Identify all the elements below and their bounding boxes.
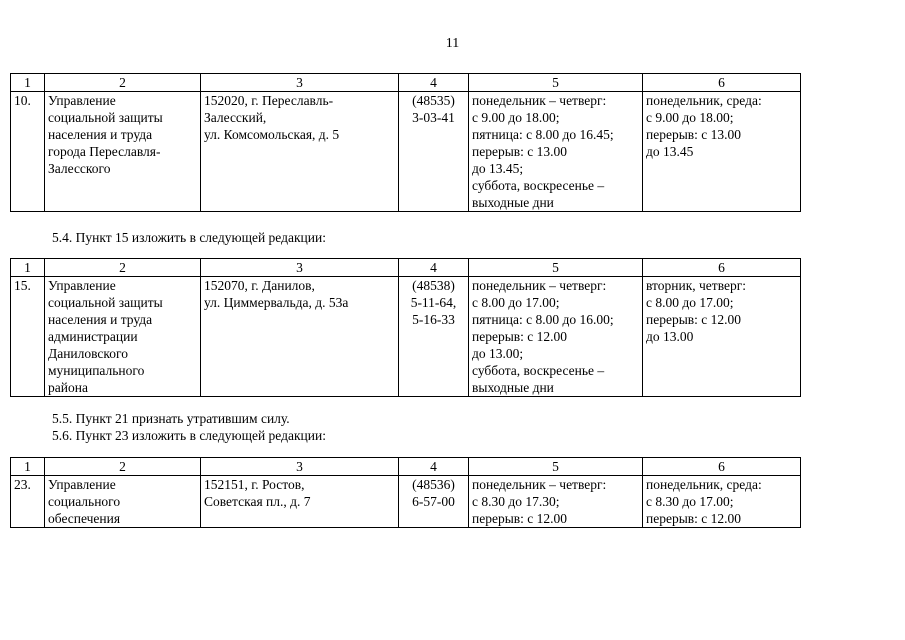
phone-cell <box>399 92 469 212</box>
header-col-5: 5 <box>469 458 643 476</box>
cell-line: до 13.00 <box>646 329 694 344</box>
header-col-6: 6 <box>643 74 801 92</box>
phone-cell <box>399 277 469 397</box>
cell-line: населения и труда <box>48 312 153 327</box>
cell-line: понедельник – четверг: <box>472 93 607 108</box>
reception-cell <box>643 476 801 528</box>
organization-cell <box>45 476 201 528</box>
cell-line: до 13.00; <box>472 346 524 361</box>
cell-line: 5-16-33 <box>412 312 455 327</box>
page-number: 11 <box>445 36 460 51</box>
cell-line: Залесский, <box>204 110 267 125</box>
cell-line: перерыв: с 13.00 <box>472 144 568 159</box>
cell-line: перерыв: с 12.00 <box>472 329 568 344</box>
table-header-row <box>11 74 801 92</box>
cell-line: Управление <box>48 278 116 293</box>
table-header-row <box>11 458 801 476</box>
cell-line: до 13.45; <box>472 161 524 176</box>
header-col-5: 5 <box>469 74 643 92</box>
address-cell <box>201 476 399 528</box>
cell-line: 152151, г. Ростов, <box>204 477 305 492</box>
cell-line: муниципального <box>48 363 145 378</box>
cell-line: (48535) <box>412 93 455 108</box>
cell-line: города Переславля- <box>48 144 161 159</box>
cell-line: пятница: с 8.00 до 16.00; <box>472 312 614 327</box>
cell-line: пятница: с 8.00 до 16.45; <box>472 127 614 142</box>
cell-line: перерыв: с 13.00 <box>646 127 742 142</box>
schedule-cell <box>469 476 643 528</box>
address-cell <box>201 277 399 397</box>
header-col-2: 2 <box>45 259 201 277</box>
cell-line: суббота, воскресенье – <box>472 178 605 193</box>
header-col-4: 4 <box>399 259 469 277</box>
schedule-cell <box>469 277 643 397</box>
paragraph-5-5: 5.5. Пункт 21 признать утратившим силу. <box>52 411 290 426</box>
header-col-1: 1 <box>11 74 45 92</box>
reception-cell <box>643 277 801 397</box>
cell-line: Даниловского <box>48 346 128 361</box>
phone-cell <box>399 476 469 528</box>
cell-line: 152020, г. Переславль- <box>204 93 334 108</box>
cell-line: администрации <box>48 329 138 344</box>
cell-line: Управление <box>48 93 116 108</box>
header-col-4: 4 <box>399 458 469 476</box>
cell-line: с 9.00 до 18.00; <box>646 110 734 125</box>
cell-line: района <box>48 380 88 395</box>
institution-table-1 <box>10 73 801 212</box>
cell-line: вторник, четверг: <box>646 278 747 293</box>
cell-line: 152070, г. Данилов, <box>204 278 315 293</box>
cell-line: понедельник, среда: <box>646 93 762 108</box>
cell-line: с 8.30 до 17.00; <box>646 494 734 509</box>
header-col-1: 1 <box>11 259 45 277</box>
header-col-3: 3 <box>201 458 399 476</box>
cell-line: 5-11-64, <box>410 295 457 310</box>
cell-line: обеспечения <box>48 511 121 526</box>
header-col-3: 3 <box>201 74 399 92</box>
header-col-3: 3 <box>201 259 399 277</box>
cell-line: населения и труда <box>48 127 153 142</box>
cell-line: понедельник – четверг: <box>472 477 607 492</box>
cell-line: с 8.00 до 17.00; <box>646 295 734 310</box>
paragraph-5-6: 5.6. Пункт 23 изложить в следующей редакции: <box>52 428 326 443</box>
cell-line: (48538) <box>412 278 455 293</box>
address-cell <box>201 92 399 212</box>
row-number: 10. <box>11 92 45 212</box>
header-col-4: 4 <box>399 74 469 92</box>
header-col-2: 2 <box>45 458 201 476</box>
schedule-cell <box>469 92 643 212</box>
cell-line: 6-57-00 <box>412 494 455 509</box>
row-number: 15. <box>11 277 45 397</box>
cell-line: социальной защиты <box>48 295 163 310</box>
cell-line: социального <box>48 494 121 509</box>
table-header-row <box>11 259 801 277</box>
paragraph-5-4: 5.4. Пункт 15 изложить в следующей редакции: <box>52 230 326 245</box>
row-number: 23. <box>11 476 45 528</box>
table-row <box>11 476 801 528</box>
cell-line: ул. Комсомольская, д. 5 <box>204 127 340 142</box>
header-col-2: 2 <box>45 74 201 92</box>
cell-line: перерыв: с 12.00 <box>646 511 742 526</box>
cell-line: (48536) <box>412 477 455 492</box>
cell-line: социальной защиты <box>48 110 163 125</box>
cell-line: перерыв: с 12.00 <box>646 312 742 327</box>
cell-line: перерыв: с 12.00 <box>472 511 568 526</box>
header-col-6: 6 <box>643 259 801 277</box>
cell-line: ул. Циммервальда, д. 53а <box>204 295 349 310</box>
cell-line: понедельник – четверг: <box>472 278 607 293</box>
cell-line: выходные дни <box>472 195 554 210</box>
table-row <box>11 92 801 212</box>
institution-table-3 <box>10 457 801 528</box>
cell-line: суббота, воскресенье – <box>472 363 605 378</box>
organization-cell <box>45 92 201 212</box>
cell-line: с 8.30 до 17.30; <box>472 494 560 509</box>
cell-line: Залесского <box>48 161 111 176</box>
cell-line: выходные дни <box>472 380 554 395</box>
header-col-6: 6 <box>643 458 801 476</box>
header-col-1: 1 <box>11 458 45 476</box>
organization-cell <box>45 277 201 397</box>
cell-line: 3-03-41 <box>412 110 455 125</box>
cell-line: понедельник, среда: <box>646 477 762 492</box>
cell-line: с 8.00 до 17.00; <box>472 295 560 310</box>
table-row <box>11 277 801 397</box>
header-col-5: 5 <box>469 259 643 277</box>
cell-line: до 13.45 <box>646 144 694 159</box>
institution-table-2 <box>10 258 801 397</box>
cell-line: Управление <box>48 477 116 492</box>
reception-cell <box>643 92 801 212</box>
cell-line: с 9.00 до 18.00; <box>472 110 560 125</box>
cell-line: Советская пл., д. 7 <box>204 494 311 509</box>
